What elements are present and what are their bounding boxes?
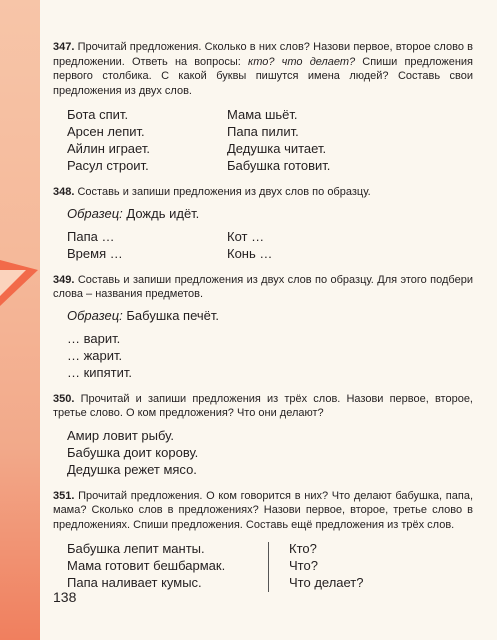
task-347-instruction: 347. Прочитай предложения. Сколько в них слов? Назови первое, второе слово в предложении. Ответь на вопросы: кто? что делает? Спиши предложения первого столбика. С какой буквы пишутся имена людей? Составь свои предложения из двух слов. xyxy=(53,41,474,97)
task-number: 348. xyxy=(53,186,75,198)
page-edge-strip xyxy=(0,0,40,640)
page-content xyxy=(53,40,473,591)
task-348-words xyxy=(53,228,473,262)
task-number: 350. xyxy=(53,392,75,405)
task-351-instruction: 351. Прочитай предложения. О ком говорится в них? Что делают бабушка, папа, мама? Сколько слов в предложениях? Назови первое, второе, третье слово в предложениях. Спиши предложения. Составь ещё предложения из трёх слов. xyxy=(53,489,473,531)
column-divider xyxy=(268,542,269,592)
page-number: 138 xyxy=(53,589,77,605)
task-number: 351. xyxy=(53,489,75,502)
task-number: 347. xyxy=(53,41,75,53)
task-347-sentences xyxy=(53,106,473,174)
task-number: 349. xyxy=(53,273,75,286)
sentences-left-column: Бабушка лепит манты. Мама готовит бешбармак. Папа наливает кумыс. xyxy=(67,541,226,590)
task-question: кто? что делает? xyxy=(247,55,356,68)
sample-348: Образец: Дождь идёт. xyxy=(67,205,200,221)
task-348-instruction: 348. Составь и запиши предложения из двух слов по образцу. xyxy=(53,186,371,198)
task-350-instruction: 350. Прочитай и запиши предложения из трёх слов. Назови первое, второе, третье слово. О ком предложения? Что они делают? xyxy=(53,392,473,419)
words-left-column: Папа … Время … xyxy=(67,228,123,261)
task-349-instruction: 349. Составь и запиши предложения из двух слов по образцу. Для этого подбери слова – названия предметов. xyxy=(53,273,473,300)
sample-349: Образец: Бабушка печёт. xyxy=(67,307,220,323)
questions-column: Кто? Что? Что делает? xyxy=(289,541,364,590)
sentences-right-column: Мама шьёт. Папа пилит. Дедушка читает. Бабушка готовит. xyxy=(227,107,331,173)
task-351-sentences xyxy=(53,540,473,591)
corner-decoration xyxy=(0,260,40,310)
words-right-column: Кот … Конь … xyxy=(227,228,273,261)
sentences-left-column: Бота спит. Арсен лепит. Айлин играет. Расул строит. xyxy=(67,107,150,173)
task-349-words: … варит. … жарит. … кипятит. xyxy=(67,330,132,380)
task-350-sentences: Амир ловит рыбу. Бабушка доит корову. Дедушка режет мясо. xyxy=(67,427,199,477)
